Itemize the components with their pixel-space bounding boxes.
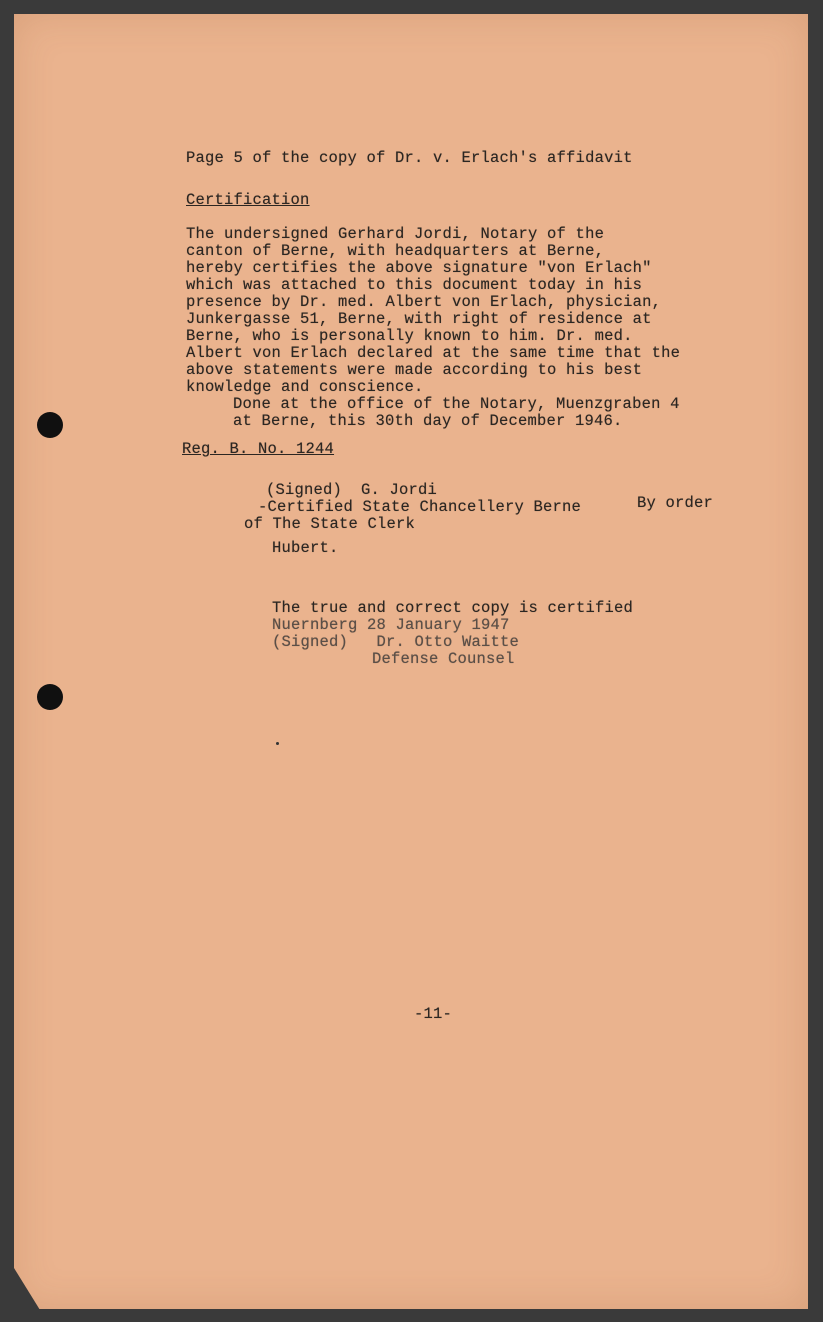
registration-number: Reg. B. No. 1244 — [182, 440, 335, 458]
punch-hole — [37, 412, 63, 438]
body-line: Albert von Erlach declared at the same time that the — [186, 344, 681, 362]
page-number: -11- — [414, 1005, 453, 1023]
copy-line: (Signed) Dr. Otto Waitte — [272, 633, 520, 651]
copy-line: Defense Counsel — [372, 650, 515, 668]
body-line: presence by Dr. med. Albert von Erlach, physician, — [186, 293, 662, 311]
hubert-line: Hubert. — [272, 539, 339, 557]
ink-speck — [276, 742, 279, 745]
body-line: Berne, who is personally known to him. Dr. med. — [186, 327, 633, 345]
section-heading: Certification — [186, 191, 310, 209]
done-line: at Berne, this 30th day of December 1946. — [233, 412, 623, 430]
body-line: which was attached to this document today in his — [186, 276, 643, 294]
body-line: above statements were made according to his best — [186, 361, 643, 379]
body-line: hereby certifies the above signature "von Erlach" — [186, 259, 652, 277]
body-line: canton of Berne, with headquarters at Berne, — [186, 242, 605, 260]
state-clerk-line: of The State Clerk — [244, 515, 416, 533]
body-line: Junkergasse 51, Berne, with right of residence at — [186, 310, 652, 328]
torn-corner — [14, 1268, 40, 1310]
punch-hole — [37, 684, 63, 710]
by-order-line: By order — [637, 494, 714, 512]
body-line: The undersigned Gerhard Jordi, Notary of the — [186, 225, 605, 243]
certified-line: -Certified State Chancellery Berne — [258, 498, 582, 516]
copy-line: Nuernberg 28 January 1947 — [272, 616, 510, 634]
copy-line: The true and correct copy is certified — [272, 599, 634, 617]
body-line: knowledge and conscience. — [186, 378, 424, 396]
done-line: Done at the office of the Notary, Muenzgraben 4 — [233, 395, 680, 413]
signed-line: (Signed) G. Jordi — [266, 481, 438, 499]
page-header: Page 5 of the copy of Dr. v. Erlach's affidavit — [186, 149, 633, 167]
